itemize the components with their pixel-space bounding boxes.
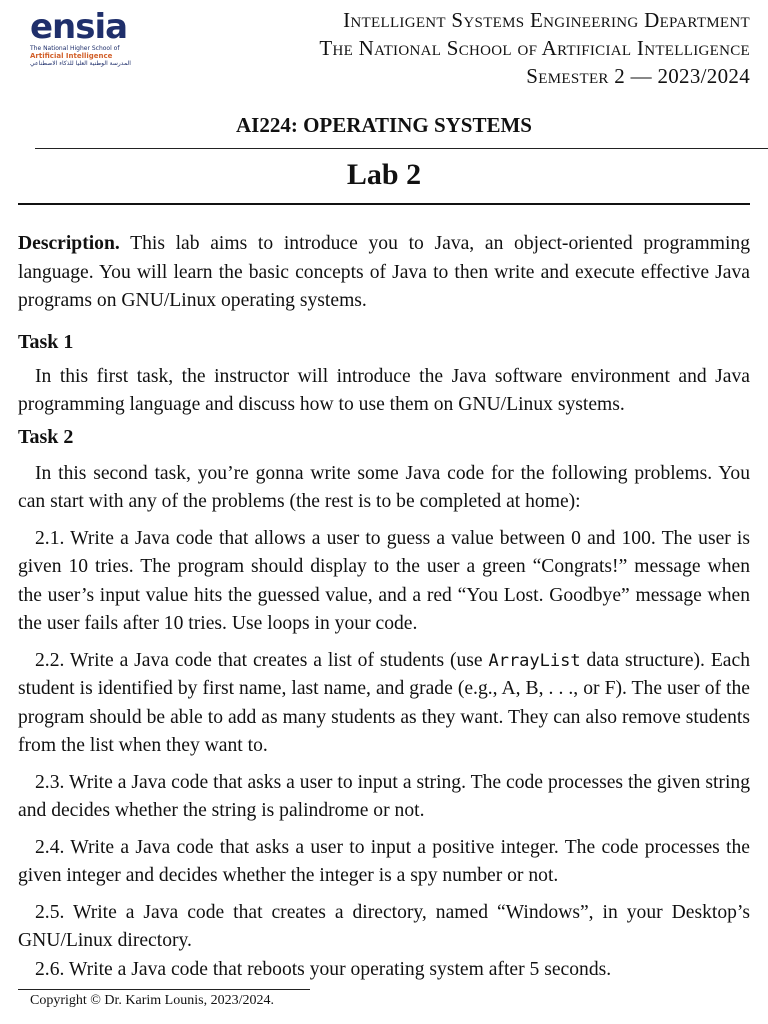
title-divider [18, 203, 750, 205]
course-title: AI224: OPERATING SYSTEMS [236, 113, 532, 137]
task1-heading: Task 1 [18, 330, 74, 353]
description-label: Description. [18, 233, 120, 254]
problem-2-3: 2.3. Write a Java code that asks a user to input a string. The code processes the given string and decides whether the string is palindrome or not. [18, 771, 750, 821]
copyright-footer: Copyright © Dr. Karim Lounis, 2023/2024. [30, 993, 274, 1008]
task2-heading: Task 2 [18, 425, 74, 448]
problem-2-4: 2.4. Write a Java code that asks a user to input a positive integer. The code processes the given integer and decides whether the integer is a spy number or not. [18, 836, 750, 886]
logo-subtitle-2: Artificial Intelligence [30, 52, 113, 60]
logo-subtitle-arabic: المدرسة الوطنية العليا للذكاء الاصطناعي [30, 60, 131, 67]
problem-2-2 [18, 647, 750, 761]
department-name: Intelligent Systems Engineering Department [343, 8, 750, 32]
lab-title: Lab 2 [346, 158, 422, 191]
problem-2-2-text-after: data structure). Each student is identified by first name, last name, and grade (e.g., A, B, . . ., or F). The user of the program should be able to add as many students as they want. They can also remove students from the list when they want to. [18, 649, 750, 756]
semester-label: Semester 2 — 2023/2024 [526, 64, 750, 88]
task1-paragraph: In this first task, the instructor will introduce the Java software environment and Java programming language and discuss how to use them on GNU/Linux systems. [18, 365, 750, 415]
logo-wordmark: ensia [30, 7, 128, 47]
arraylist-code: ArrayList [488, 650, 581, 671]
description-paragraph [18, 230, 750, 316]
header-divider [35, 148, 768, 149]
logo-subtitle-1: The National Higher School of [30, 45, 120, 52]
header-block [319, 6, 750, 90]
problem-2-1: 2.1. Write a Java code that allows a user to guess a value between 0 and 100. The user is given 10 tries. The program should display to the user a green “Congrats!” message when the user’s input value hits the guessed value, and a red “You Lost. Goodbye” message when the user fails after 10 tries. Use loops in your code. [18, 527, 750, 634]
footnote-divider [18, 989, 310, 990]
problem-2-2-text-before: 2.2. Write a Java code that creates a list of students (use [35, 649, 489, 671]
school-name: The National School of Artificial Intelligence [319, 36, 750, 60]
description-text: This lab aims to introduce you to Java, an object-oriented programming language. You will learn the basic concepts of Java to then write and execute effective Java programs on GNU/Linux operating systems. [18, 233, 750, 311]
problem-2-6: 2.6. Write a Java code that reboots your operating system after 5 seconds. [35, 958, 612, 980]
problem-2-5: 2.5. Write a Java code that creates a directory, named “Windows”, in your Desktop’s GNU/Linux directory. [18, 901, 750, 951]
school-logo [30, 7, 131, 68]
document-body [18, 230, 750, 984]
task2-intro: In this second task, you’re gonna write some Java code for the following problems. You can start with any of the problems (the rest is to be completed at home): [18, 462, 750, 512]
